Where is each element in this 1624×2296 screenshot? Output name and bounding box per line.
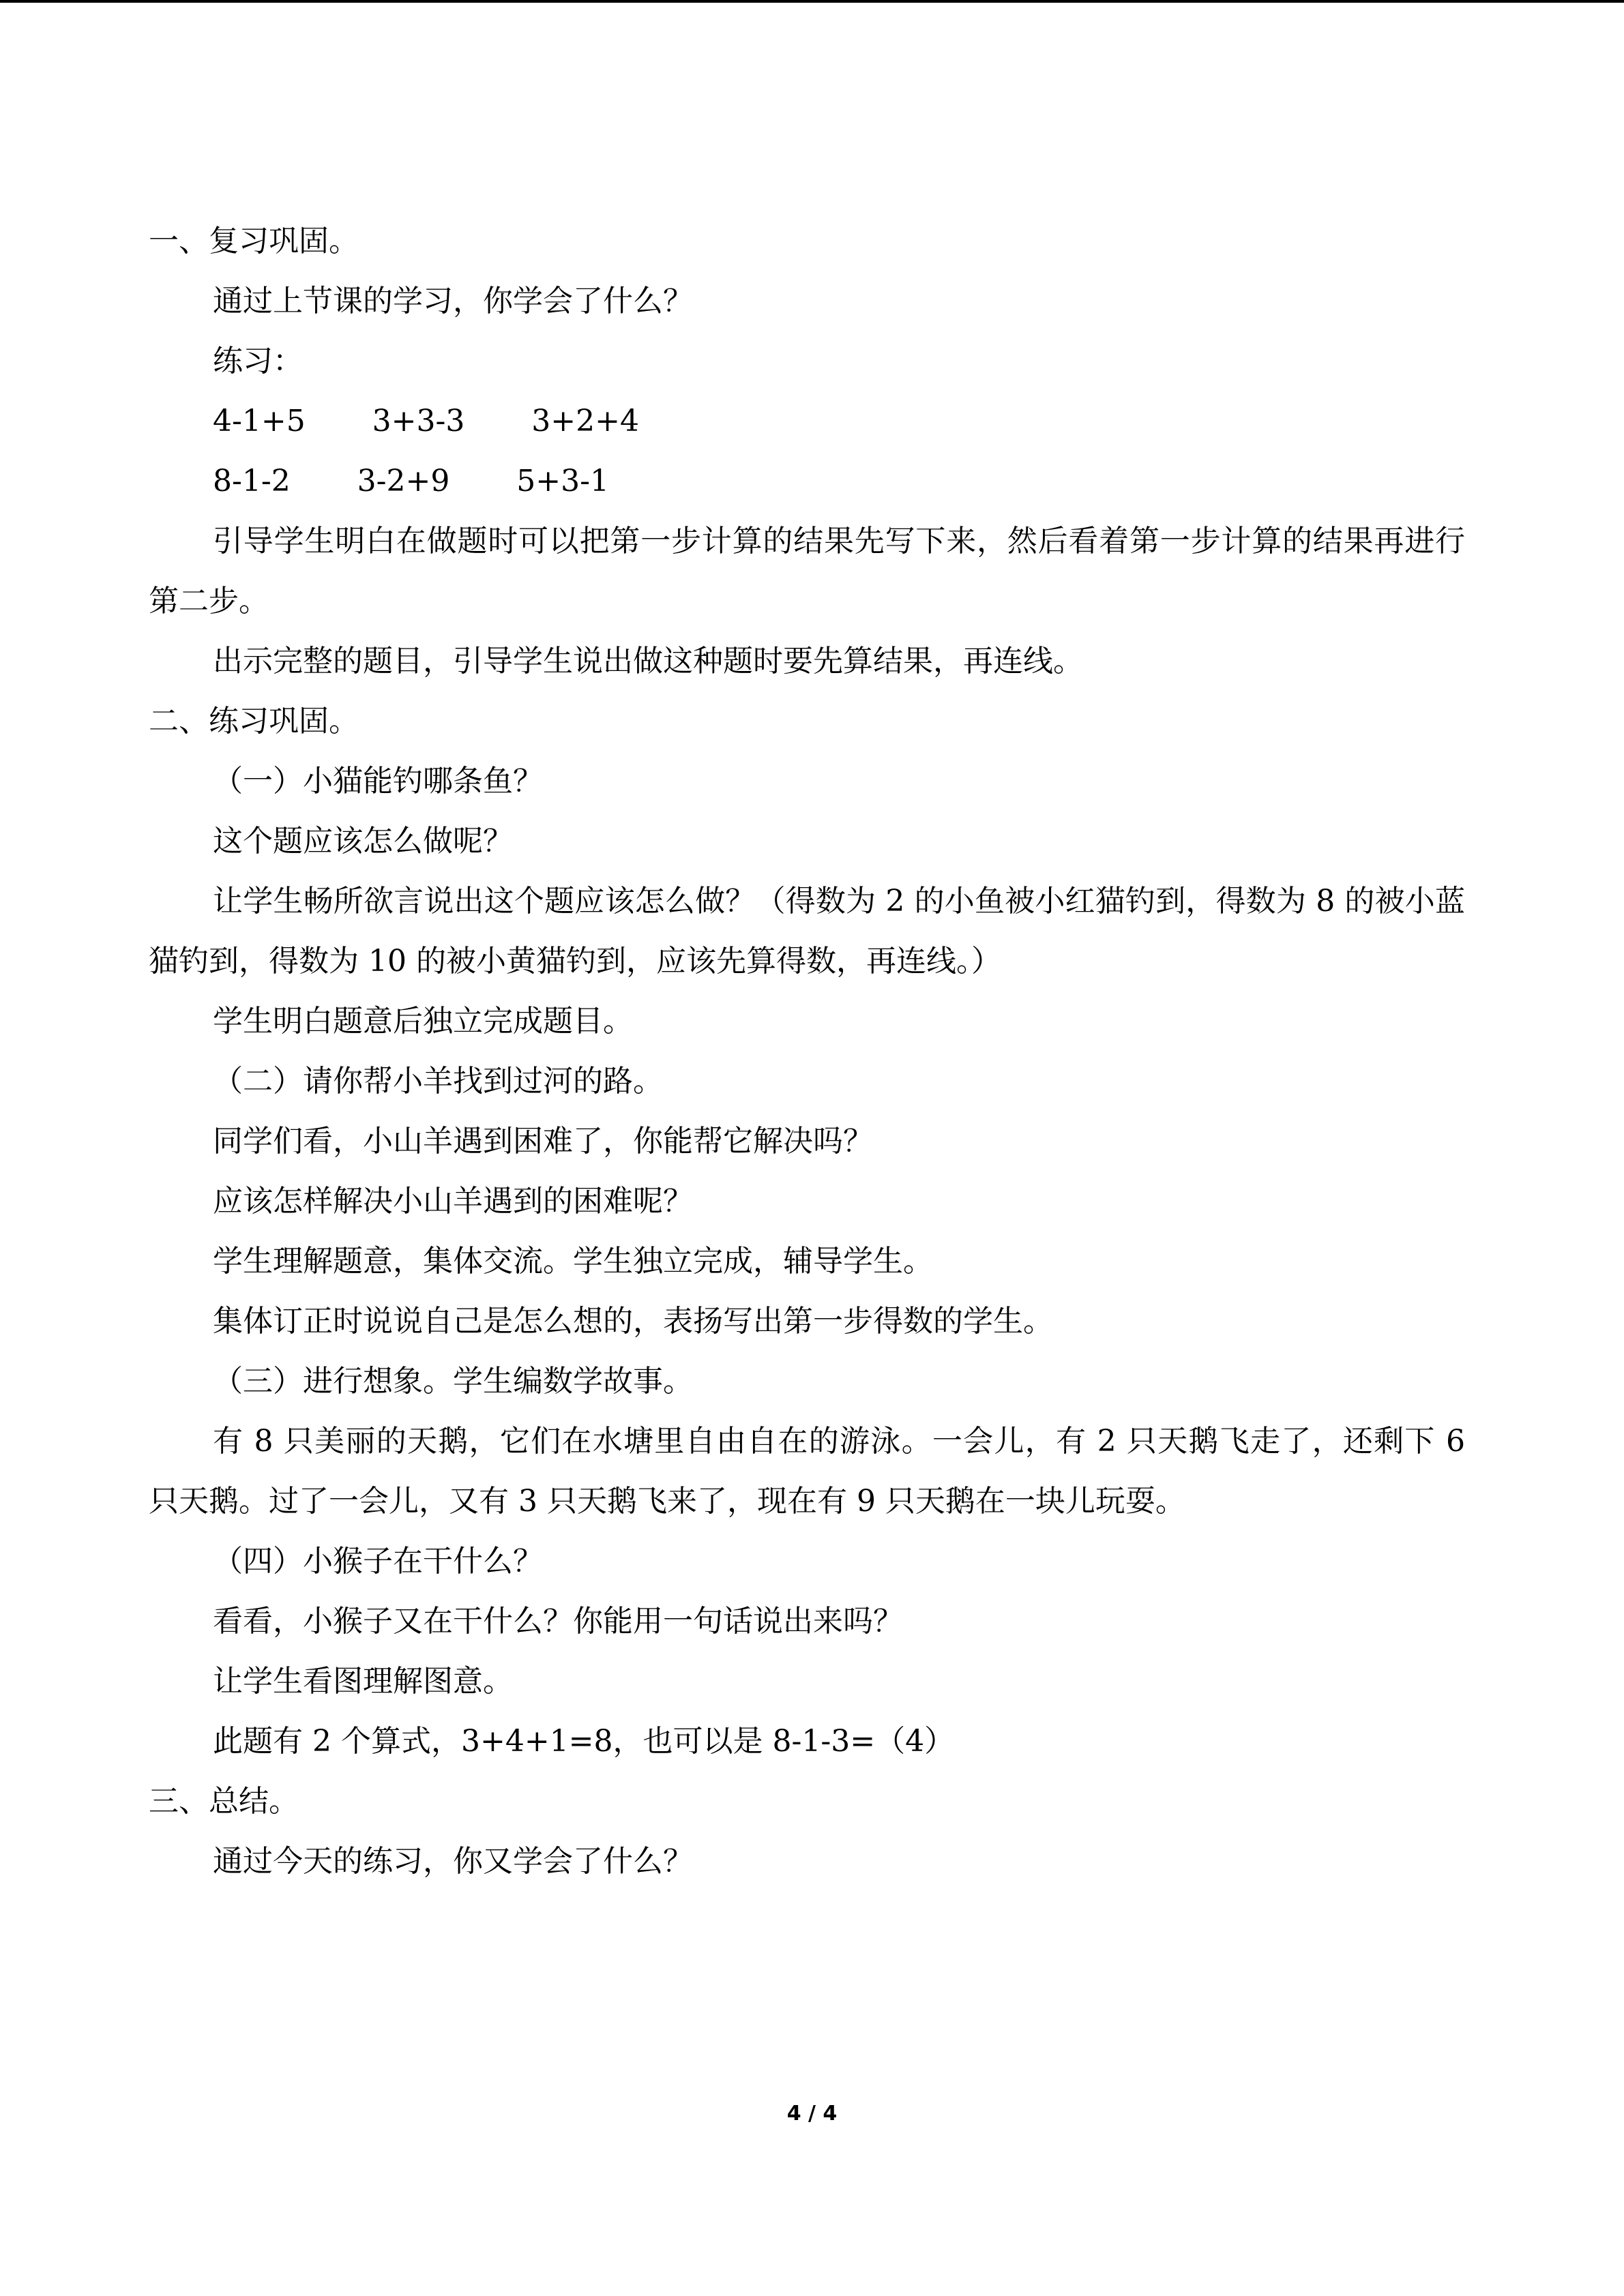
subsection-title-imagination: （三）进行想象。学生编数学故事。 (213, 1364, 693, 1399)
document-body (149, 211, 1465, 1892)
monkey-step-2: 此题有 2 个算式，3+4+1=8，也可以是 8-1-3=（4） (213, 1724, 955, 1759)
monkey-step-1: 让学生看图理解图意。 (213, 1664, 513, 1699)
review-question: 通过上节课的学习，你学会了什么？ (213, 284, 693, 318)
top-border-line (0, 0, 1624, 3)
goat-question-1: 同学们看，小山羊遇到困难了，你能帮它解决吗？ (213, 1124, 873, 1159)
cat-fish-completion: 学生明白题意后独立完成题目。 (213, 1004, 633, 1039)
section-heading-review: 一、复习巩固。 (149, 224, 359, 258)
guide-paragraph: 引导学生明白在做题时可以把第一步计算的结果先写下来，然后看着第一步计算的结果再进行第二步。 (149, 524, 1465, 618)
subsection-title-goat-river: （二）请你帮小羊找到过河的路。 (213, 1064, 663, 1099)
cat-fish-question: 这个题应该怎么做呢？ (213, 824, 513, 859)
swan-story-paragraph: 有 8 只美丽的天鹅，它们在水塘里自由自在的游泳。一会儿，有 2 只天鹅飞走了，还剩下 6 只天鹅。过了一会儿，又有 3 只天鹅飞来了，现在有 9 只天鹅在一块儿玩耍。 (149, 1424, 1465, 1519)
section-heading-summary: 三、总结。 (149, 1784, 299, 1819)
summary-question: 通过今天的练习，你又学会了什么？ (213, 1844, 693, 1879)
goat-question-2: 应该怎样解决小山羊遇到的困难呢？ (213, 1184, 693, 1219)
subsection-title-monkey: （四）小猴子在干什么？ (213, 1544, 543, 1579)
goat-step-1: 学生理解题意，集体交流。学生独立完成，辅导学生。 (213, 1244, 933, 1279)
monkey-question: 看看，小猴子又在干什么？你能用一句话说出来吗？ (213, 1604, 903, 1639)
practice-label: 练习： (213, 344, 303, 378)
calc-row-2: 8-1-2 3-2+9 5+3-1 (213, 464, 609, 498)
calc-row-1: 4-1+5 3+3-3 3+2+4 (213, 404, 639, 438)
cat-fish-description: 让学生畅所欲言说出这个题应该怎么做？（得数为 2 的小鱼被小红猫钓到，得数为 8 的被小蓝猫钓到，得数为 10 的被小黄猫钓到，应该先算得数，再连线。） (149, 884, 1465, 979)
page-number: 4 / 4 (786, 2102, 838, 2126)
section-heading-practice: 二、练习巩固。 (149, 704, 359, 739)
subsection-title-cat-fish: （一）小猫能钓哪条鱼？ (213, 764, 543, 799)
goat-step-2: 集体订正时说说自己是怎么想的，表扬写出第一步得数的学生。 (213, 1304, 1053, 1339)
show-paragraph: 出示完整的题目，引导学生说出做这种题时要先算结果，再连线。 (213, 644, 1083, 679)
